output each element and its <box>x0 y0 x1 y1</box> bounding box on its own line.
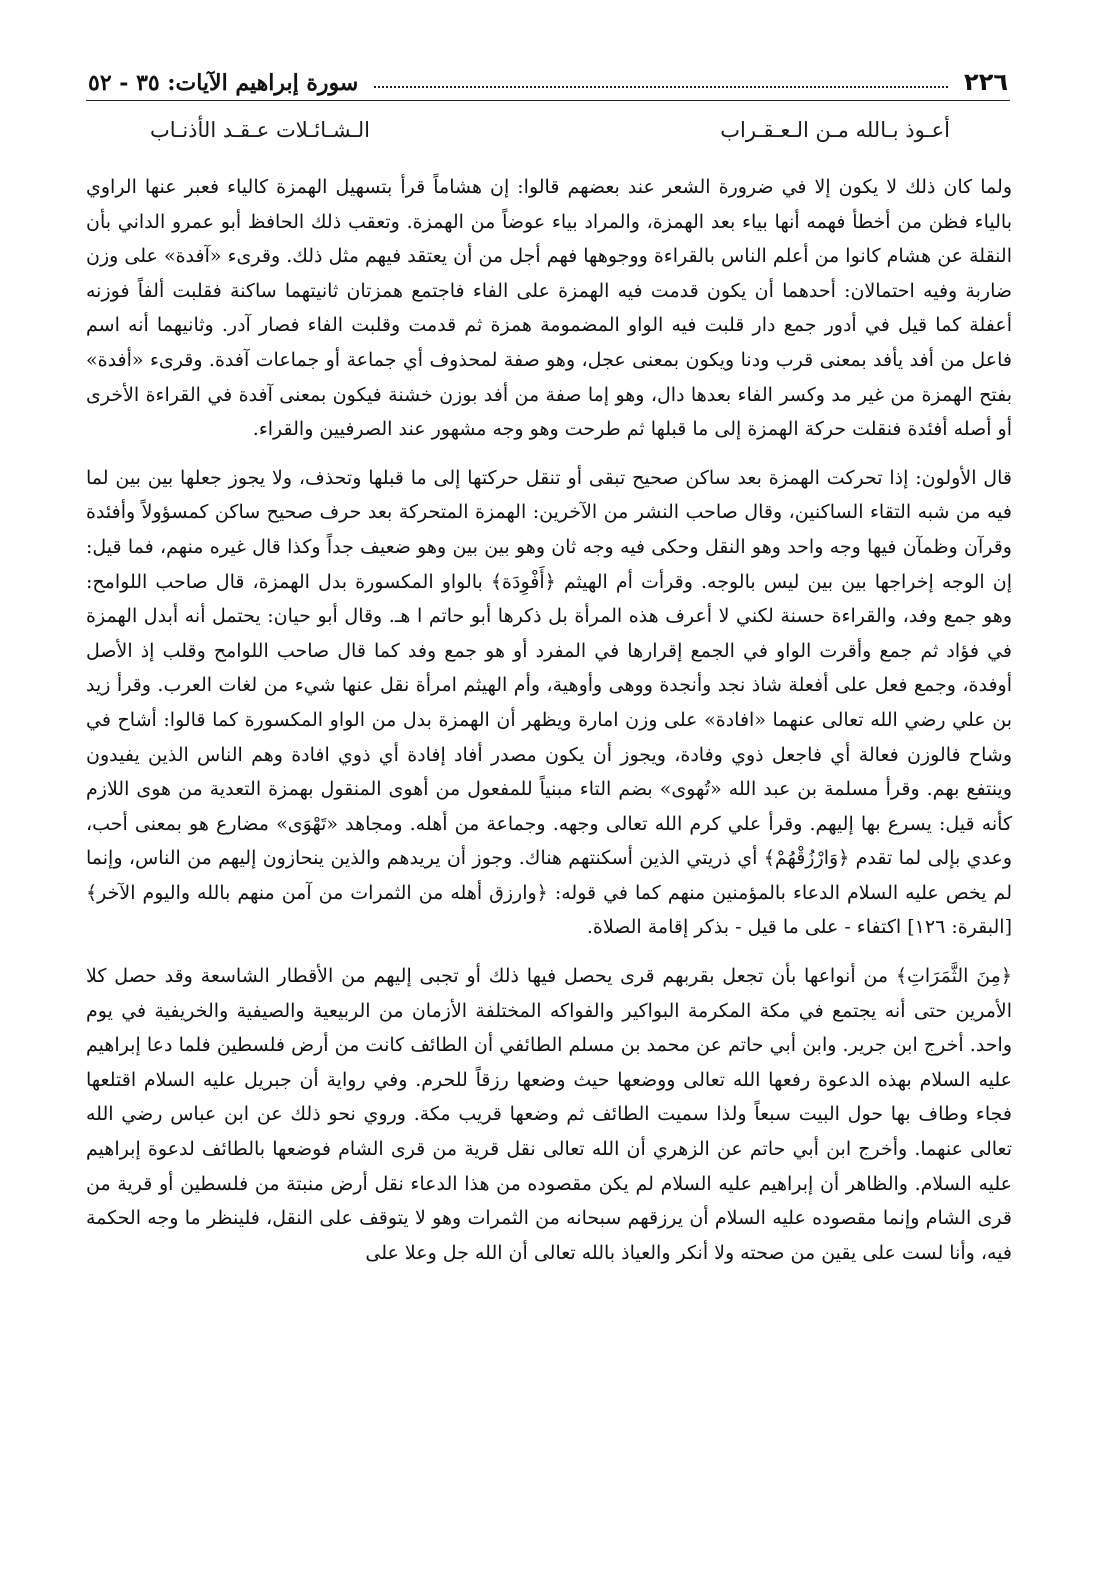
ornament-line <box>150 118 950 142</box>
paragraph: قال الأولون: إذا تحركت الهمزة بعد ساكن صحيح تبقى أو تنقل حركتها إلى ما قبلها وتحذف، ولا يجوز جعلها بين بين لما فيه من شبه التقاء الساكنين، وقال صاحب النشر من الآخرين: الهمزة المتحركة بعد حرف صحيح ساكن كمسؤولاً وأفئدة وقرآن وظمآن فيها وجه واحد وهو النقل وحكى فيه وجه ثان وهو بين بين وهو ضعيف جداً وكذا قال غيره منهم، فما قيل: إن الوجه إخراجها بين بين ليس بالوجه. وقرأت أم الهيثم ﴿أَفْوِدَة﴾ بالواو المكسورة بدل الهمزة، قال صاحب اللوامح: وهو جمع وفد، والقراءة حسنة لكني لا أعرف هذه المرأة بل ذكرها أبو حاتم ا هـ. وقال أبو حيان: يحتمل أنه أبدل الهمزة في فؤاد ثم جمع وأقرت الواو في الجمع إقرارها في المفرد أو هو جمع وفد كما قال صاحب اللوامح وقلب إذ الأصل أوفدة، وجمع فعل على أفعلة شاذ نجد وأنجدة ووهى وأوهية، وأم الهيثم امرأة نقل عنها شيء من لغات العرب. وقرأ زيد بن علي رضي الله تعالى عنهما «افادة» على وزن امارة ويظهر أن الهمزة بدل من الواو المكسورة كما قالوا: أشاح في وشاح فالوزن فعالة أي فاجعل ذوي وفادة، ويجوز أن يكون مصدر أفاد إفادة أي ذوي افادة وهم الناس الذين يفيدون وينتفع بهم. وقرأ مسلمة بن عبد الله «تُهوى» بضم التاء مبنياً للمفعول من أهوى المنقول بهمزة التعدية من هوى اللازم كأنه قيل: يسرع بها إليهم. وقرأ علي كرم الله تعالى وجهه. وجماعة من أهله. ومجاهد «تَهْوَى» مضارع هو بمعنى أحب، وعدي بإلى لما تقدم ﴿وَارْزُقْهُمْ﴾ أي ذريتي الذين أسكنتهم هناك. وجوز أن يريدهم والذين ينحازون إليهم من الناس، وإنما لم يخص عليه السلام الدعاء بالمؤمنين منهم كما في قوله: ﴿وارزق أهله من الثمرات من آمن منهم بالله واليوم الآخر﴾ [البقرة: ١٢٦] اكتفاء - على ما قيل - بذكر إقامة الصلاة. <box>86 466 1012 939</box>
paragraph: ولما كان ذلك لا يكون إلا في ضرورة الشعر عند بعضهم قالوا: إن هشاماً قرأ بتسهيل الهمزة كالياء فعبر عنها الراوي بالياء فظن من أخطأ فهمه أنها بياء بعد الهمزة، والمراد بياء عوضاً من الهمزة. وتعقب ذلك الحافظ أبو عمرو الداني بأن النقلة عن هشام كانوا من أعلم الناس بالقراءة ووجوهها فهم أجل من أن يعتقد فيهم مثل ذلك. وقرىء «آفدة» على وزن ضاربة وفيه احتمالان: أحدهما أن يكون قدمت فيه الهمزة على الفاء فاجتمع همزتان ثانيتهما ساكنة فقلبت ألفاً فوزنه أعفلة كما قيل في أدور جمع دار قلبت فيه الواو المضمومة همزة ثم قدمت وقلبت الفاء فصار آدر. وثانيهما أنه اسم فاعل من أفد يأفد بمعنى قرب ودنا ويكون بمعنى عجل، وهو صفة لمحذوف أي جماعة أو جماعات آفدة. وقرىء «أفدة» بفتح الهمزة من غير مد وكسر الفاء بعدها دال، وهو إما صفة من أفد بوزن خشنة فيكون بمعنى آفدة في القراءة الأخرى أو أصله أفئدة فنقلت حركة الهمزة إلى ما قبلها ثم طرحت وهو وجه مشهور عند الصرفيين والقراء. <box>86 176 1012 441</box>
body-text <box>86 170 1012 1284</box>
header-dot-leader <box>374 86 948 88</box>
paragraph: ﴿مِنَ الثَّمَرَاتِ﴾ من أنواعها بأن تجعل بقربهم قرى يحصل فيها ذلك أو تجبى إليهم من الأقطار الشاسعة وقد حصل كلا الأمرين حتى أنه يجتمع في مكة المكرمة البواكير والفواكه المختلفة الأزمان من الربيعية والصيفية والخريفية في يوم واحد. أخرج ابن جرير. وابن أبي حاتم عن محمد بن مسلم الطائفي أن الطائف كانت من أرض فلسطين فلما دعا إبراهيم عليه السلام بهذه الدعوة رفعها الله تعالى ووضعها حيث وضعها رزقاً للحرم. وفي رواية أن جبريل عليه السلام اقتلعها فجاء وطاف بها حول البيت سبعاً ولذا سميت الطائف ثم وضعها قريب مكة. وروي نحو ذلك عن ابن عباس رضي الله تعالى عنهما. وأخرج ابن أبي حاتم عن الزهري أن الله تعالى نقل قرية من قرى الشام فوضعها بالطائف لدعوة إبراهيم عليه السلام. والظاهر أن إبراهيم عليه السلام لم يكن مقصوده من هذا الدعاء نقل أرض منبتة من فلسطين أو قرية من قرى الشام وإنما مقصوده عليه السلام أن يرزقهم سبحانه من الثمرات وهو لا يتوقف على النقل، فلينظر ما وجه الحكمة فيه، وأنا لست على يقين من صحته ولا أنكر والعياذ بالله تعالى أن الله جل وعلا على <box>86 965 1013 1264</box>
ornament-left: الـشـائـلات عـقـد الأذنـاب <box>150 118 370 142</box>
page-number: ٢٢٦ <box>964 68 1008 96</box>
running-header <box>88 56 1008 96</box>
header-rule <box>86 100 1010 101</box>
ornament-right: أعـوذ بـالله مـن الـعـقـراب <box>720 118 950 142</box>
surah-title: سورة إبراهيم الآيات: ٣٥ - ٥٢ <box>88 70 359 96</box>
